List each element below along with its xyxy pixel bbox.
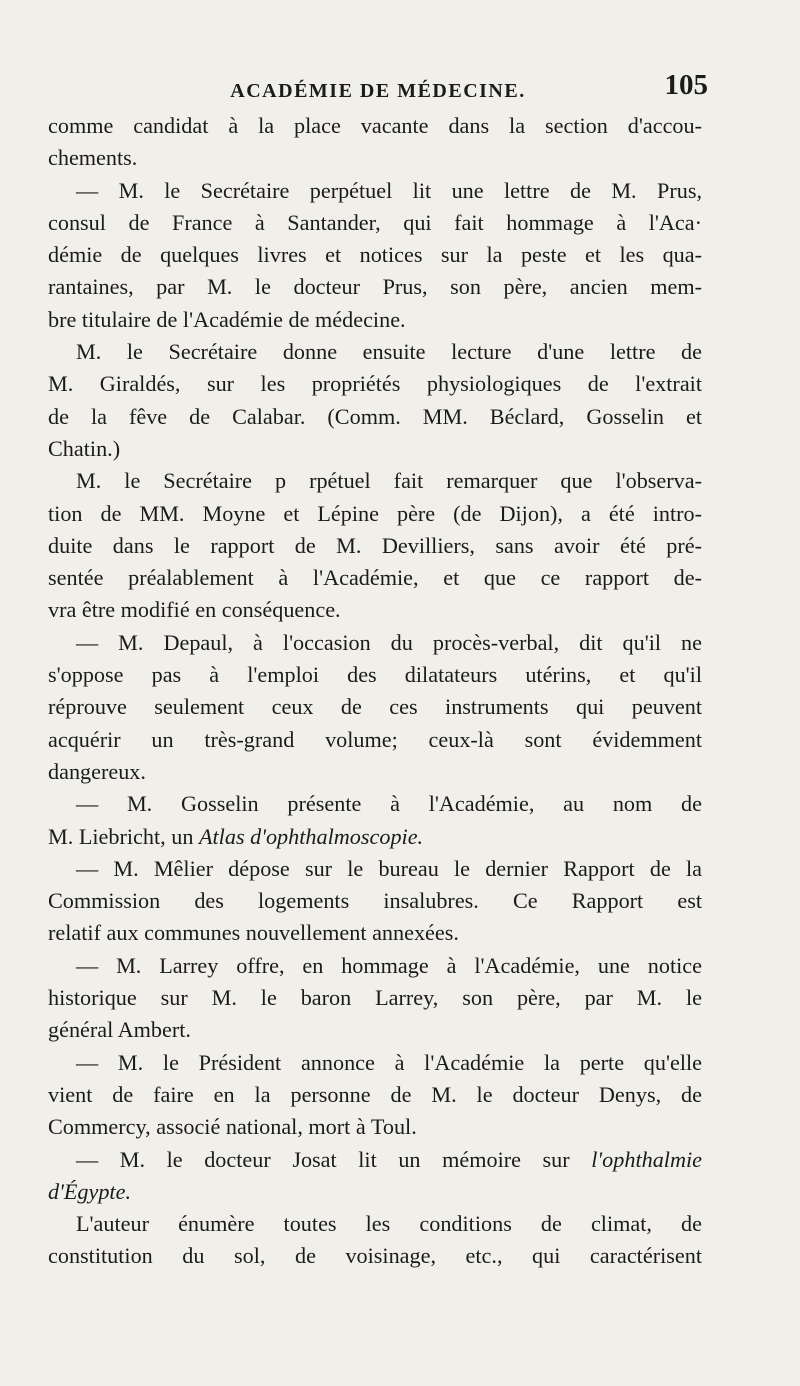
text-line xyxy=(48,207,702,239)
text-line xyxy=(48,1047,702,1079)
text-run: Commercy, associé national, mort à Toul. xyxy=(48,1114,417,1140)
text-run: — M. le Secrétaire perpétuel lit une lettre de M. Prus, xyxy=(76,177,702,203)
text-run: Commission des logements insalubres. Ce Rapport est xyxy=(48,888,702,914)
text-line xyxy=(48,110,702,142)
text-run: constitution du sol, de voisinage, etc., qui caractérisent xyxy=(48,1243,702,1269)
text-run: sentée préalablement à l'Académie, et que ce rapport de- xyxy=(48,565,702,591)
text-line xyxy=(48,465,702,497)
text-run: — M. Larrey offre, en hommage à l'Académie, une notice xyxy=(76,952,702,978)
text-run: historique sur M. le baron Larrey, son père, par M. le xyxy=(48,985,702,1011)
text-line xyxy=(48,433,702,465)
text-run: — M. Mêlier dépose sur le bureau le dernier Rapport de la xyxy=(76,855,702,881)
page-number: 105 xyxy=(664,69,708,101)
text-line xyxy=(48,368,702,400)
text-line xyxy=(48,917,702,949)
text-run: M. Liebricht, un xyxy=(48,823,199,849)
header-title: ACADÉMIE DE MÉDECINE. xyxy=(230,80,526,102)
text-line xyxy=(48,239,702,271)
text-run: duite dans le rapport de M. Devilliers, sans avoir été pré- xyxy=(48,532,702,558)
text-run: dangereux. xyxy=(48,758,146,784)
text-line xyxy=(48,853,702,885)
text-line xyxy=(48,627,702,659)
text-line xyxy=(48,724,702,756)
text-run: de la fêve de Calabar. (Comm. MM. Béclard, Gosselin et xyxy=(48,403,702,429)
text-line xyxy=(48,821,702,853)
text-line xyxy=(48,271,702,303)
body-text xyxy=(48,110,702,1273)
text-line xyxy=(48,498,702,530)
text-run: comme candidat à la place vacante dans la section d'accou- xyxy=(48,113,702,138)
text-run: acquérir un très-grand volume; ceux-là sont évidemment xyxy=(48,726,702,752)
text-line xyxy=(48,1176,702,1208)
text-line xyxy=(48,1111,702,1143)
text-line xyxy=(48,691,702,723)
text-line xyxy=(48,175,702,207)
text-run: relatif aux communes nouvellement annexées. xyxy=(48,920,459,946)
text-run: M. le Secrétaire p rpétuel fait remarquer que l'observa- xyxy=(76,468,702,494)
text-run: vient de faire en la personne de M. le docteur Denys, de xyxy=(48,1081,702,1107)
text-run: L'auteur énumère toutes les conditions de climat, de xyxy=(76,1211,702,1237)
text-line xyxy=(48,659,702,691)
text-line xyxy=(48,982,702,1014)
italic-text: l'ophthalmie xyxy=(591,1146,702,1172)
text-line xyxy=(48,336,702,368)
text-line xyxy=(48,950,702,982)
italic-text: d'Égypte. xyxy=(48,1178,131,1204)
text-run: rantaines, par M. le docteur Prus, son père, ancien mem- xyxy=(48,274,702,300)
text-line xyxy=(48,304,702,336)
text-run: consul de France à Santander, qui fait hommage à l'Aca· xyxy=(48,209,702,235)
text-run: vra être modifié en conséquence. xyxy=(48,597,341,623)
text-run: chements. xyxy=(48,145,138,171)
running-header xyxy=(48,69,708,108)
text-run: — M. le Président annonce à l'Académie la perte qu'elle xyxy=(76,1049,702,1075)
text-run: s'oppose pas à l'emploi des dilatateurs utérins, et qu'il xyxy=(48,662,702,688)
text-run: tion de MM. Moyne et Lépine père (de Dijon), a été intro- xyxy=(48,500,702,526)
text-line xyxy=(48,594,702,626)
text-line xyxy=(48,756,702,788)
text-line xyxy=(48,1079,702,1111)
text-run: démie de quelques livres et notices sur la peste et les qua- xyxy=(48,242,702,268)
text-line xyxy=(48,530,702,562)
text-run: Chatin.) xyxy=(48,435,121,461)
text-line xyxy=(48,142,702,174)
text-run: général Ambert. xyxy=(48,1017,191,1043)
text-run: — M. le docteur Josat lit un mémoire sur xyxy=(76,1146,592,1172)
italic-text: Atlas d'ophthalmoscopie. xyxy=(198,823,424,849)
text-run: M. le Secrétaire donne ensuite lecture d'une lettre de xyxy=(76,339,702,365)
text-line xyxy=(48,1014,702,1046)
text-run: — M. Gosselin présente à l'Académie, au nom de xyxy=(76,791,702,817)
text-line xyxy=(48,401,702,433)
text-line xyxy=(48,1208,702,1240)
text-line xyxy=(48,788,702,820)
text-run: M. Giraldés, sur les propriétés physiologiques de l'extrait xyxy=(48,371,702,397)
text-run: bre titulaire de l'Académie de médecine. xyxy=(48,306,406,332)
text-run: réprouve seulement ceux de ces instruments qui peuvent xyxy=(48,694,702,720)
text-line xyxy=(48,1144,702,1176)
text-line xyxy=(48,885,702,917)
text-line xyxy=(48,1240,702,1272)
text-run: — M. Depaul, à l'occasion du procès-verbal, dit qu'il ne xyxy=(76,629,702,655)
text-line xyxy=(48,562,702,594)
